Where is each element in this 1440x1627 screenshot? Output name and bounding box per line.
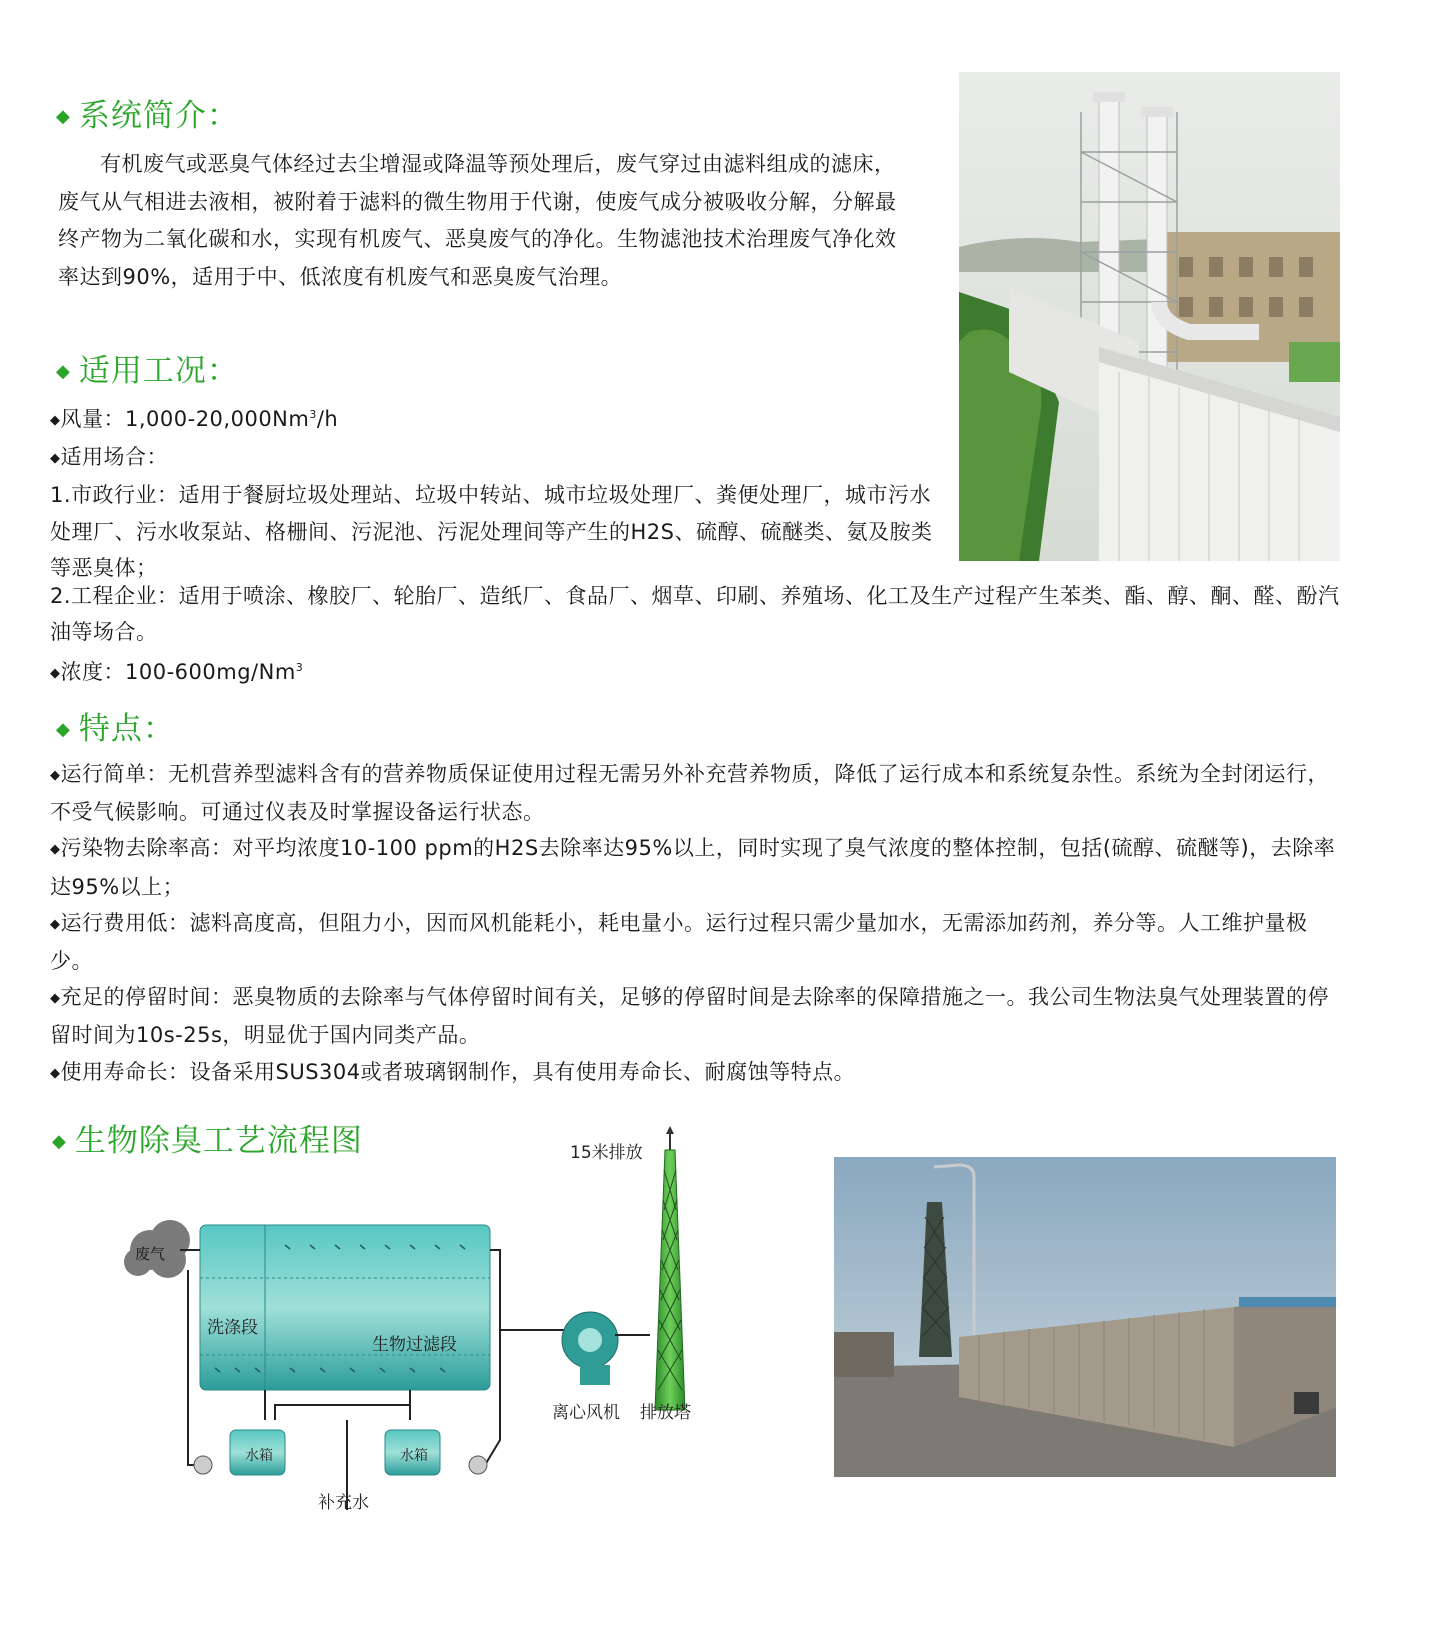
- label-centrifugal-fan: 离心风机: [552, 1403, 620, 1423]
- conc-value: 100-600mg/Nm: [125, 660, 296, 685]
- conditions-title-text: 适用工况：: [78, 353, 239, 389]
- feature-text: 污染物去除率高：对平均浓度10-100 ppm的H2S去除率达95%以上，同时实现了臭气浓度的整体控制，包括(硫醇、硫醚等)，去除率达95%以上；: [50, 836, 1336, 899]
- conc-label: 浓度：: [60, 660, 125, 685]
- label-water-tank-2: 水箱: [400, 1448, 428, 1464]
- feature-text: 运行费用低：滤料高度高，但阻力小，因而风机能耗小，耗电量小。运行过程只需少量加水，无需添加药剂，养分等。人工维护量极少。: [50, 910, 1308, 974]
- diamond-bullet-icon: ◆: [50, 413, 61, 428]
- diamond-bullet-icon: ◆: [50, 842, 61, 858]
- label-water-tank-1: 水箱: [245, 1448, 273, 1464]
- diamond-bullet-icon: ◆: [50, 666, 61, 682]
- diamond-bullet-icon: ◆: [50, 451, 61, 467]
- diamond-bullet-icon: ◆: [56, 361, 71, 382]
- label-emission-15m: 15米排放: [570, 1143, 643, 1163]
- section-title-intro: [56, 90, 239, 135]
- feature-item: [50, 979, 1340, 1053]
- feature-text: 使用寿命长：设备采用SUS304或者玻璃钢制作，具有使用寿命长、耐腐蚀等特点。: [60, 1059, 856, 1084]
- feature-text: 充足的停留时间：恶臭物质的去除率与气体停留时间有关，足够的停留时间是去除率的保障措施之一。我公司生物法臭气处理装置的停留时间为10s-25s，明显优于国内同类产品。: [50, 985, 1329, 1048]
- conditions-block-wide: [50, 578, 1340, 693]
- feature-item: [50, 905, 1340, 979]
- photo-biofilter-stacks: [959, 72, 1340, 561]
- photo-biofilter-stacks-image: [959, 72, 1340, 561]
- feature-item: [50, 756, 1340, 830]
- label-makeup-water: 补充水: [318, 1493, 369, 1513]
- diamond-bullet-icon: ◆: [50, 1065, 61, 1081]
- flow-label: 风量：: [60, 407, 125, 431]
- feature-item: [50, 830, 1340, 904]
- intro-body: 有机废气或恶臭气体经过去尘增湿或降温等预处理后，废气穿过由滤料组成的滤床，废气从气相进去液相，被附着于滤料的微生物用于代谢，使废气成分被吸收分解，分解最终产物为二氧化碳和水，实现有机废气、恶臭废气的净化。生物滤池技术治理废气净化效率达到90%，适用于中、低浓度有机废气和恶臭废气治理。: [58, 152, 897, 289]
- intro-title-text: 系统简介：: [78, 98, 239, 134]
- label-exhaust-gas: 废气: [135, 1245, 166, 1263]
- flow-sup: 3: [309, 408, 317, 421]
- section-title-conditions: [56, 345, 239, 390]
- scene-item-municipal: 1.市政行业：适用于餐厨垃圾处理站、垃圾中转站、城市垃圾处理厂、粪便处理厂，城市污水处理厂、污水收泵站、格栅间、污泥池、污泥处理间等产生的H2S、硫醇、硫醚类、氨及胺类等恶臭体；: [50, 483, 933, 580]
- diamond-bullet-icon: ◆: [50, 768, 61, 783]
- intro-paragraph: [58, 146, 910, 296]
- photo-steel-biofilter-image: [834, 1157, 1336, 1477]
- conc-sup: 3: [295, 661, 304, 675]
- flow-line: [50, 397, 940, 439]
- feature-item: [50, 1054, 1340, 1092]
- flowchart-title-text: 生物除臭工艺流程图: [74, 1123, 363, 1159]
- label-emission-tower: 排放塔: [640, 1403, 691, 1423]
- diamond-bullet-icon: ◆: [56, 106, 71, 127]
- feature-text: 运行简单：无机营养型滤料含有的营养物质保证使用过程无需另外补充营养物质，降低了运行成本和系统复杂性。系统为全封闭运行，不受气候影响。可通过仪表及时掌握设备运行状态。: [50, 762, 1329, 825]
- label-biofilter-section: 生物过滤段: [372, 1335, 457, 1355]
- flow-value: 1,000-20,000Nm: [125, 407, 310, 431]
- process-flow-diagram: [110, 1120, 730, 1530]
- label-washing-section: 洗涤段: [207, 1318, 258, 1338]
- scenes-line: [50, 439, 940, 477]
- section-title-features: [56, 703, 175, 748]
- features-title-text: 特点：: [78, 711, 175, 747]
- diamond-bullet-icon: ◆: [52, 1131, 67, 1152]
- diamond-bullet-icon: ◆: [50, 916, 61, 932]
- flow-unit: /h: [316, 407, 339, 431]
- photo-steel-biofilter: [834, 1157, 1336, 1477]
- features-block: [50, 756, 1340, 1092]
- scene-item-industry: 2.工程企业：适用于喷涂、橡胶厂、轮胎厂、造纸厂、食品厂、烟草、印刷、养殖场、化工及生产过程产生苯类、酯、醇、酮、醛、酚汽油等场合。: [50, 584, 1340, 645]
- diamond-bullet-icon: ◆: [50, 991, 61, 1007]
- scenes-label: 适用场合：: [60, 445, 168, 470]
- concentration-line: [50, 650, 1340, 692]
- conditions-block: [50, 397, 940, 586]
- diamond-bullet-icon: ◆: [56, 719, 71, 740]
- process-flow-graphic: [110, 1120, 730, 1530]
